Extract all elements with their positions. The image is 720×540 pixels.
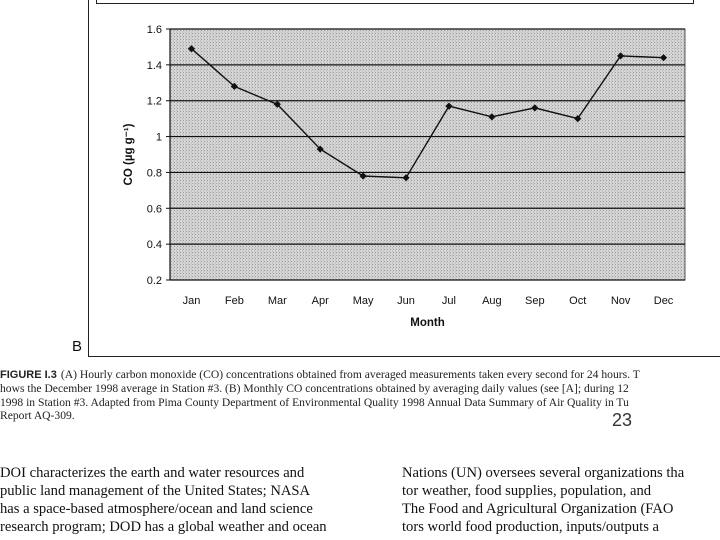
y-tick-labels bbox=[147, 24, 162, 287]
caption-line bbox=[0, 368, 720, 382]
body-line: research program; DOD has a global weather and ocean bbox=[0, 519, 327, 535]
x-tick-label: Feb bbox=[224, 295, 244, 307]
page-number: 23 bbox=[612, 410, 633, 430]
y-tick-label: 1.4 bbox=[146, 59, 162, 72]
body-line: tor weather, food supplies, population, and bbox=[402, 483, 652, 499]
x-tick-label: Apr bbox=[311, 295, 329, 307]
x-tick-label: Jul bbox=[441, 295, 456, 307]
y-tick-label: 0.8 bbox=[146, 167, 162, 180]
x-tick-label: Nov bbox=[610, 295, 631, 307]
x-tick-label: Jan bbox=[182, 295, 201, 307]
body-line: has a space-based atmosphere/ocean and land science bbox=[0, 501, 313, 517]
body-line: tors world food production, inputs/outputs a bbox=[402, 519, 659, 535]
x-axis-title: Month bbox=[410, 317, 445, 329]
x-tick-label: Jun bbox=[397, 295, 415, 307]
y-tick-label: 1 bbox=[155, 131, 162, 144]
body-text-right-column bbox=[402, 464, 720, 536]
caption-text: (A) Hourly carbon monoxide (CO) concentrations obtained from averaged measurements taken every second for 24 hours. T bbox=[60, 368, 640, 381]
figure-label: FIGURE I.3 bbox=[0, 369, 57, 381]
y-tick-label: 1.2 bbox=[146, 95, 162, 108]
x-tick-label: May bbox=[352, 295, 374, 307]
x-tick-label: Sep bbox=[525, 295, 545, 307]
panel-letter: B bbox=[72, 338, 83, 355]
body-text-left-column bbox=[0, 464, 380, 536]
y-tick-label: 0.4 bbox=[146, 239, 162, 252]
body-line: public land management of the United States; NASA bbox=[0, 483, 311, 499]
x-tick-label: Oct bbox=[569, 295, 587, 307]
plot-area bbox=[170, 29, 685, 280]
caption-line: hows the December 1998 average in Station #3. (B) Monthly CO concentrations obtained by averaging daily values (see [A]; during 12 bbox=[0, 382, 629, 396]
y-axis-title: CO (µg g⁻¹) bbox=[123, 123, 135, 186]
x-tick-label: Mar bbox=[267, 295, 287, 307]
y-tick-label: 1.6 bbox=[146, 24, 162, 36]
y-tick-label: 0.6 bbox=[146, 203, 162, 216]
x-tick-label: Aug bbox=[482, 295, 502, 307]
caption-line: Report AQ-309. bbox=[0, 409, 75, 423]
caption-line: 1998 in Station #3. Adapted from Pima County Department of Environmental Quality 1998 Annual Data Summary of Air Quality in Tu bbox=[0, 395, 629, 409]
y-tick-label: 0.2 bbox=[146, 275, 162, 287]
x-tick-label: Dec bbox=[653, 295, 674, 307]
x-tick-labels bbox=[183, 295, 674, 307]
body-line: The Food and Agricultural Organization (FAO bbox=[402, 501, 674, 517]
body-line: DOI characterizes the earth and water resources and bbox=[0, 465, 305, 481]
body-line: Nations (UN) oversees several organizations tha bbox=[402, 465, 685, 481]
